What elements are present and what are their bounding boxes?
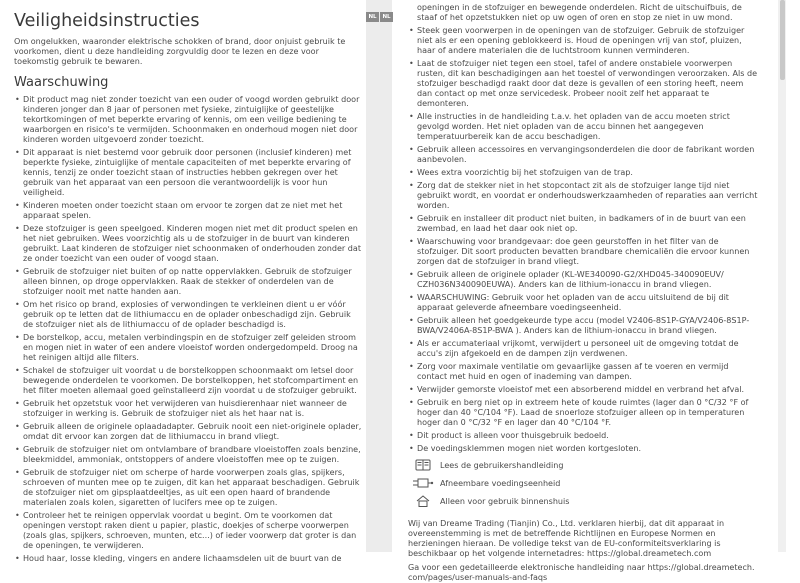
left-warning-item-1: • Dit product mag niet zonder toezicht van een ouder of voogd worden gebruikt door kinderen jonger dan 8 jaar of personen met fysieke, zintuiglijke of geestelijke tekortkomingen of met beperkte ervaring of kennis, om een veilige bediening te waarborgen en risico's te vermijden. Schoonmaken en onderhoud mogen niet door kinderen worden uitgevoerd zonder toezicht. xyxy=(14,95,362,145)
conformity-declaration: Wij van Dreame Trading (Tianjin) Co., Ltd. verklaren hierbij, dat dit apparaat in overeenstemming is met de betreffende Richtlijnen en Europese Normen en herzieningen hieraan. De volledige tekst van de EU-conformiteitsverklaring is beschikbaar op het volgende internetadres: https://global.dreametech.com xyxy=(408,519,725,558)
scrollbar-thumb[interactable] xyxy=(780,0,785,80)
right-warning-item-2: • Laat de stofzuiger niet tegen een stoel, tafel of andere onstabiele voorwerpen rusten, dit kan beschadigingen aan het toestel of verwondingen veroorzaken. Als de stofzuiger beschadigd raakt door dat deze is gevallen of een storing heeft, neem dan contact op met onze servicedesk. Probeer nooit zelf het apparaat te demonteren. xyxy=(408,59,760,109)
language-tab-right: NL xyxy=(380,12,393,22)
left-page xyxy=(0,0,362,563)
right-warning-item-10: • WAARSCHUWING: Gebruik voor het opladen van de accu uitsluitend de bij dit apparaat geleverde afneembare voedingseenheid. xyxy=(408,293,760,313)
right-warning-item-11: • Gebruik alleen het goedgekeurde type accu (model V2406-8S1P-GYA/V2406-8S1P-BWA/V2406A-8S1P-BWA ). Anders kan de lithium-ionaccu in brand vliegen. xyxy=(408,316,760,336)
power-supply-icon xyxy=(412,477,434,489)
left-warning-item-3: • Kinderen moeten onder toezicht staan om ervoor te zorgen dat ze niet met het apparaat spelen. xyxy=(14,201,362,221)
right-warning-item-8: • Waarschuwing voor brandgevaar: doe geen geurstoffen in het filter van de stofzuiger. Dit soort producten bevatten brandbare chemicaliën die ervoor kunnen zorgen dat de stofzuiger in brand vliegt. xyxy=(408,237,760,267)
page-gutter xyxy=(366,0,392,552)
right-warning-item-5: • Wees extra voorzichtig bij het stofzuigen van de trap. xyxy=(408,168,760,178)
left-warning-list xyxy=(14,95,362,564)
right-warning-item-14: • Verwijder gemorste vloeistof met een absorberend middel en verbrand het afval. xyxy=(408,385,760,395)
left-warning-item-14: • Houd haar, losse kleding, vingers en andere lichaamsdelen uit de buurt van de xyxy=(14,554,362,564)
right-page xyxy=(398,0,760,582)
right-warning-item-9: • Gebruik alleen de originele oplader (KL-WE340090-G2/XHD045-340090EUV/ CZH036N340090EUWA). Anders kan de lithium-ionaccu in brand vliegen. xyxy=(408,270,760,290)
symbol-row-indoor xyxy=(408,493,760,509)
page-title: Veiligheidsinstructies xyxy=(14,11,200,31)
left-warning-item-4: • Deze stofzuiger is geen speelgoed. Kinderen mogen niet met dit product spelen en het niet gebruiken. Wees voorzichtig als u de stofzuiger in de buurt van kinderen gebruikt. Laat kinderen de stofzuiger niet schoonmaken of onderhouden zonder dat ze onder toezicht van een ouder of voogd staan. xyxy=(14,224,362,264)
left-warning-item-8: • Schakel de stofzuiger uit voordat u de borstelkoppen schoonmaakt om letsel door bewegende onderdelen te voorkomen. De borstelkoppen, het stofcompartiment en het filter moeten allemaal goed geïnstalleerd zijn voordat u de stofzuiger gebruikt. xyxy=(14,366,362,396)
right-warning-item-6: • Zorg dat de stekker niet in het stopcontact zit als de stofzuiger lange tijd niet gebruikt wordt, en voordat er onderhoudswerkzaamheden of reparaties aan verricht worden. xyxy=(408,181,760,211)
symbol-label-power-supply: Afneembare voedingseenheid xyxy=(440,478,561,488)
manual-website-text: Ga voor een gedetailleerde elektronische handleiding naar https://global.dreametech. com/pages/user-manuals-and-faqs xyxy=(408,563,755,582)
right-warning-list xyxy=(408,26,760,454)
scrollbar-track[interactable] xyxy=(778,0,786,552)
left-warning-item-13: • Controleer het te reinigen oppervlak voordat u begint. Om te voorkomen dat openingen verstopt raken dient u papier, plastic, doekjes of scherpe voorwerpen (zoals glas, spijkers, schroeven, munten, etc...) of ieder voorwerp dat groter is dan de openingen, te verwijderen. xyxy=(14,511,362,551)
house-icon xyxy=(412,495,434,507)
left-warning-item-9: • Gebruik het opzetstuk voor het verwijderen van huisdierenhaar niet wanneer de stofzuiger in werking is. Gebruik de stofzuiger niet als het haar nat is. xyxy=(14,399,362,419)
symbol-row-manual xyxy=(408,457,760,473)
warning-heading: Waarschuwing xyxy=(14,75,109,90)
right-warning-item-12: • Als er accumateriaal vrijkomt, verwijdert u personeel uit de omgeving totdat de accu's zijn afgekoeld en de dampen zijn verdwenen. xyxy=(408,339,760,359)
left-warning-item-12: • Gebruik de stofzuiger niet om scherpe of harde voorwerpen zoals glas, spijkers, schroeven of munten mee op te zuigen, dit kan het apparaat beschadigen. Gebruik de stofzuiger niet om gipsplaatdeeltjes, as uit een open haard of brandende materialen zoals kolen, sigaretten of lucifers mee op te zuigen. xyxy=(14,468,362,508)
left-warning-item-11: • Gebruik de stofzuiger niet om ontvlambare of brandbare vloeistoffen zoals benzine, bleekmiddel, ammoniak, ontstoppers of andere vloeistoffen mee op te zuigen. xyxy=(14,445,362,465)
right-warning-item-16: • Dit product is alleen voor thuisgebruik bedoeld. xyxy=(408,431,760,441)
language-tab-left: NL xyxy=(366,12,379,22)
symbol-label-manual: Lees de gebruikershandleiding xyxy=(440,460,564,470)
symbol-label-indoor: Alleen voor gebruik binnenshuis xyxy=(440,496,570,506)
right-warning-item-15: • Gebruik en berg niet op in extreem hete of koude ruimtes (lager dan 0 °C/32 °F of hoger dan 40 °C/104 °F). Laad de snoerloze stofzuiger alleen op in temperaturen hoger dan 0 °C/32 °F en lager dan 40 °C/104 °F. xyxy=(408,398,760,428)
intro-text: Om ongelukken, waaronder elektrische schokken of brand, door onjuist gebruik te voorkomen, dient u deze handleiding zorgvuldig door te lezen en deze voor toekomstig gebruik te bewaren. xyxy=(14,37,346,66)
right-warning-item-3: • Alle instructies in de handleiding t.a.v. het opladen van de accu moeten strict gevolgd worden. Het niet opladen van de accu binnen het aangegeven temperatuurbereik kan de accu beschadigen. xyxy=(408,112,760,142)
right-warning-item-17: • De voedingsklemmen mogen niet worden kortgesloten. xyxy=(408,444,760,454)
right-warning-item-1: • Steek geen voorwerpen in de openingen van de stofzuiger. Gebruik de stofzuiger niet als er een opening geblokkeerd is. Houd de openingen vrij van stof, pluizen, haar of andere materialen die de luchtstroom kunnen verminderen. xyxy=(408,26,760,56)
left-warning-item-7: • De borstelkop, accu, metalen verbindingspin en de stofzuiger zelf geleiden stroom en mogen niet in water of een andere vloeistof worden ondergedompeld. Droog na het reinigen altijd alle filters. xyxy=(14,333,362,363)
left-warning-item-5: • Gebruik de stofzuiger niet buiten of op natte oppervlakken. Gebruik de stofzuiger alleen binnen, op droge oppervlakken. Raak de stekker of onderdelen van de stofzuiger nooit met natte handen aan. xyxy=(14,267,362,297)
continued-text: openingen in de stofzuiger en bewegende onderdelen. Richt de uitschuifbuis, de staaf of het opzetstukken niet op uw ogen of oren en stop ze niet in uw mond. xyxy=(417,3,742,22)
symbol-row-power-supply xyxy=(408,475,760,491)
right-warning-item-13: • Zorg voor maximale ventilatie om gevaarlijke gassen af te voeren en vermijd contact met huid en ogen of inademing van dampen. xyxy=(408,362,760,382)
left-warning-item-10: • Gebruik alleen de originele oplaadadapter. Gebruik nooit een niet-originele oplader, omdat dit ervoor kan zorgen dat de lithiumaccu in brand vliegt. xyxy=(14,422,362,442)
left-warning-item-2: • Dit apparaat is niet bestemd voor gebruik door personen (inclusief kinderen) met beperkte fysieke, zintuiglijke of mentale capaciteiten of met beperkte ervaring of kennis, tenzij ze onder toezicht staan of instructies hebben gekregen over het gebruik van het apparaat van een persoon die verantwoordelijk is voor hun veiligheid. xyxy=(14,148,362,198)
right-warning-item-7: • Gebruik en installeer dit product niet buiten, in badkamers of in de buurt van een zwembad, en laad het daar ook niet op. xyxy=(408,214,760,234)
right-warning-item-4: • Gebruik alleen accessoires en vervangingsonderdelen die door de fabrikant worden aanbevolen. xyxy=(408,145,760,165)
left-warning-item-6: • Om het risico op brand, explosies of verwondingen te verkleinen dient u er vóór gebruik op te letten dat de lithiumaccu en de oplader onbeschadigd zijn. Gebruik de stofzuiger niet als de lithiumaccu of de oplader beschadigd is. xyxy=(14,300,362,330)
manual-book-icon xyxy=(412,459,434,471)
